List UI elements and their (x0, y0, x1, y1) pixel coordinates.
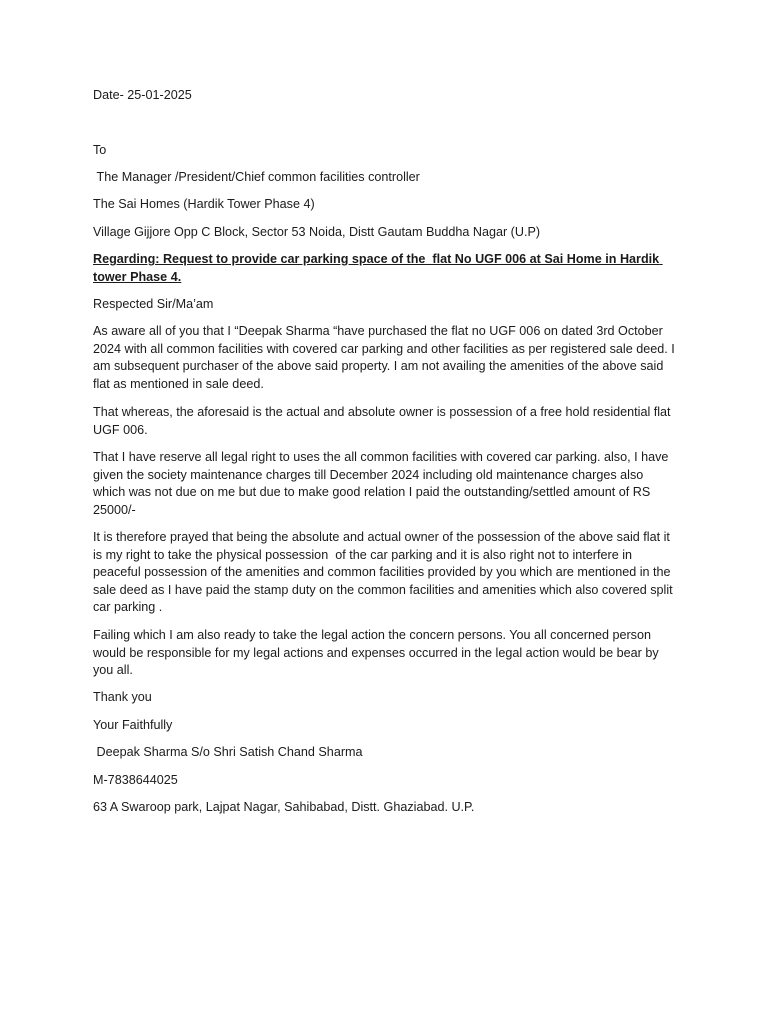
recipient-org: The Sai Homes (Hardik Tower Phase 4) (93, 197, 315, 211)
closing-line: Your Faithfully (93, 718, 173, 732)
body-paragraph-5: Failing which I am also ready to take the legal action the concern persons. You all concerned person would be responsible for my legal actions and expenses occurred in the legal action would be bear by you all. (93, 628, 663, 678)
sender-name: Deepak Sharma S/o Shri Satish Chand Sharma (93, 745, 363, 759)
sender-mobile: M-7838644025 (93, 773, 178, 787)
sender-address: 63 A Swaroop park, Lajpat Nagar, Sahibabad, Distt. Ghaziabad. U.P. (93, 800, 475, 814)
thanks-line: Thank you (93, 690, 152, 704)
body-paragraph-2: That whereas, the aforesaid is the actual and absolute owner is possession of a free hold residential flat UGF 006. (93, 405, 675, 437)
body-paragraph-4: It is therefore prayed that being the absolute and actual owner of the possession of the above said flat it is my right to take the physical possession of the car parking and it is also right not to interfere in peaceful possession of the amenities and common facilities provided by you which are mentioned in the sale deed as I have paid the stamp duty on the common facilities and amenities which also covered split car parking . (93, 530, 677, 615)
letter-subject: Regarding: Request to provide car parking space of the flat No UGF 006 at Sai Home in Hardik tower Phase 4. (93, 252, 663, 284)
letter-date: Date- 25-01-2025 (93, 88, 192, 102)
body-paragraph-1: As aware all of you that I “Deepak Sharma “have purchased the flat no UGF 006 on dated 3rd October 2024 with all common facilities with covered car parking and other facilities as per registered sale deed. I am subsequent purchaser of the above said property. I am not availing the amenities of the above said flat as mentioned in sale deed. (93, 324, 679, 391)
recipient-address: Village Gijjore Opp C Block, Sector 53 Noida, Distt Gautam Buddha Nagar (U.P) (93, 225, 541, 239)
letter-to: To (93, 143, 107, 157)
recipient-title: The Manager /President/Chief common facilities controller (93, 170, 420, 184)
salutation: Respected Sir/Ma’am (93, 297, 214, 311)
body-paragraph-3: That I have reserve all legal right to uses the all common facilities with covered car parking. also, I have given the society maintenance charges till December 2024 including old maintenance charges also which was not due on me but due to make good relation I paid the outstanding/settled amount of RS 25000/- (93, 450, 672, 517)
